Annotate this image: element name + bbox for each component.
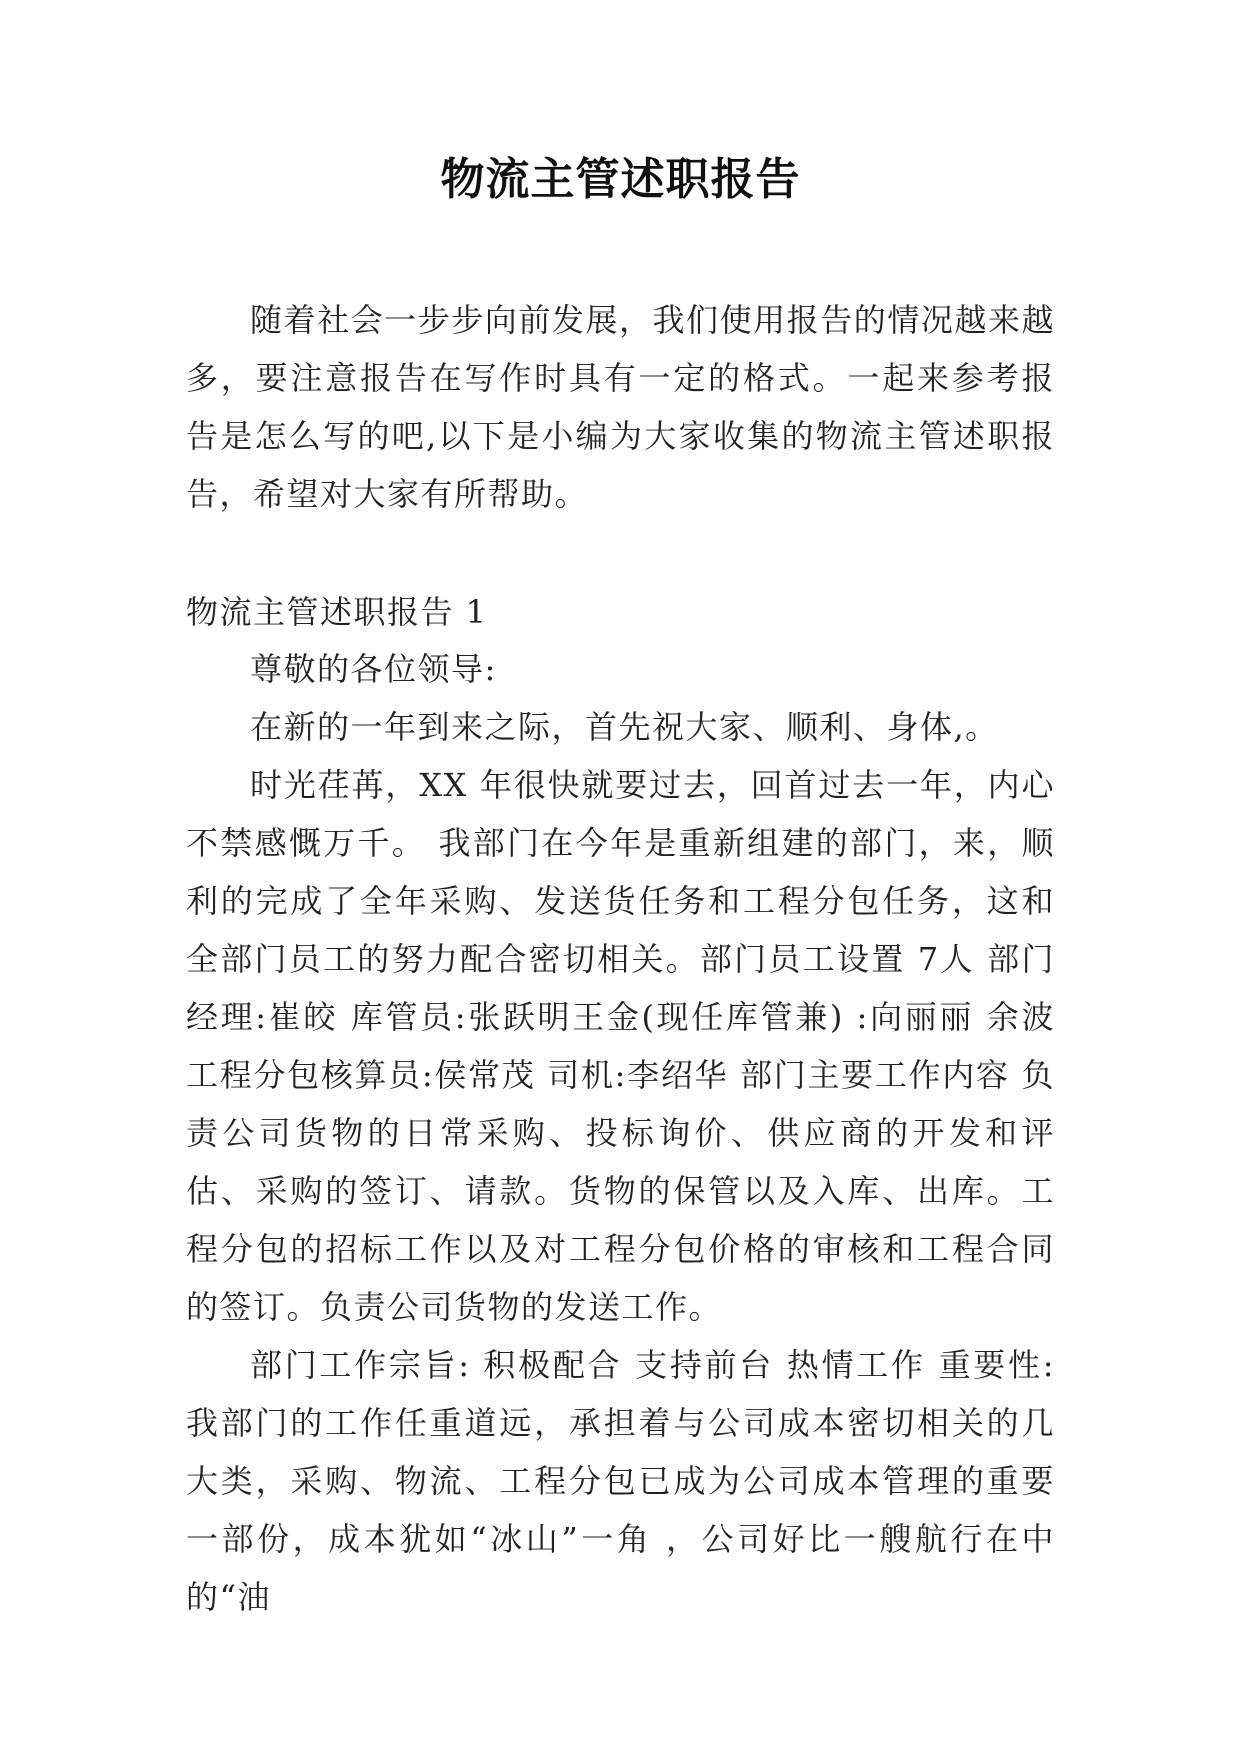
greeting-paragraph: 在新的一年到来之际，首先祝大家、顺利、身体,。: [250, 708, 999, 746]
report-body: [186, 640, 1055, 1626]
section-title: 物流主管述职报告 1: [186, 593, 488, 631]
intro-paragraph: 随着社会一步步向前发展，我们使用报告的情况越来越多，要注意报告在写作时具有一定的格式。一起来参考报告是怎么写的吧,以下是小编为大家收集的物流主管述职报告，希望对大家有所帮助。: [186, 301, 1055, 513]
purpose-paragraph: 部门工作宗旨: 积极配合 支持前台 热情工作 重要性:我部门的工作任重道远，承担着与公司成本密切相关的几大类，采购、物流、工程分包已成为公司成本管理的重要一部份，成本犹如“冰山”一角 ，公司好比一艘航行在中的“油: [186, 1346, 1055, 1616]
salutation-paragraph: 尊敬的各位领导:: [250, 650, 497, 688]
review-paragraph: 时光荏苒，XX 年很快就要过去，回首过去一年，内心不禁感慨万千。 我部门在今年是重新组建的部门，来，顺利的完成了全年采购、发送货任务和工程分包任务，这和全部门员工的努力配合密切相关。部门员工设置 7人 部门经理:崔皎 库管员:张跃明王金(现任库管兼) :向丽丽 余波 工程分包核算员:侯常茂 司机:李绍华 部门主要工作内容 负责公司货物的日常采购、投标询价、供应商的开发和评估、采购的签订、请款。货物的保管以及入库、出库。工程分包的招标工作以及对工程分包价格的审核和工程合同的签订。负责公司货物的发送工作。: [186, 766, 1055, 1326]
intro-block: [186, 291, 1055, 523]
document-title: 物流主管述职报告: [440, 154, 801, 205]
